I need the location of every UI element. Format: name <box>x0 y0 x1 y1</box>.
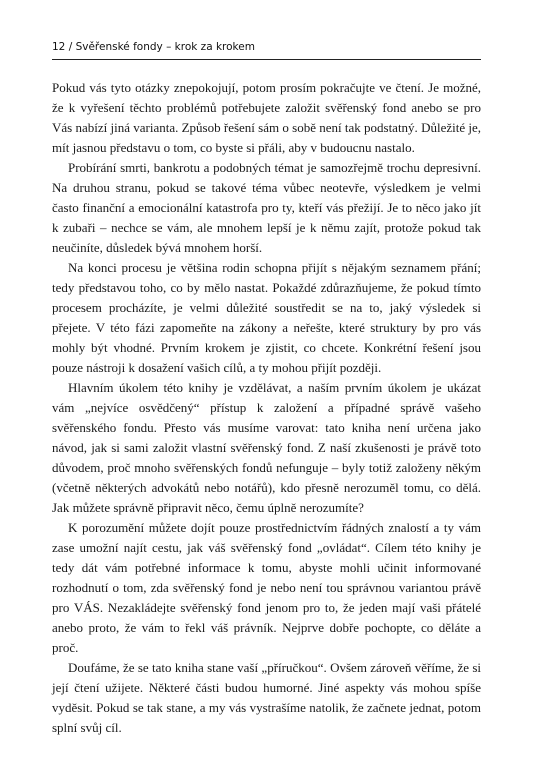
paragraph-3: Na konci procesu je většina rodin schopna přijít s nějakým seznamem přání; tedy představou toho, co by mělo nastat. Pokaždé zdůrazňujeme, že pokud tímto procesem procházíte, je velmi důležité soustředit se na to, jaký výsledek si přejete. V této fázi zapomeňte na zákony a neřešte, které struktury by pro vás mohly být vhodné. Prvním krokem je zjistit, co chcete. Konkrétní řešení jsou pouze nástroji k dosažení vašich cílů, a ty mohou přijít později. <box>52 260 481 375</box>
running-head: 12 / Svěřenské fondy – krok za krokem <box>52 41 255 53</box>
paragraph-5: K porozumění můžete dojít pouze prostřednictvím řádných znalostí a ty vám zase umožní najít cestu, jak váš svěřenský fond „ovládat“. Cílem této knihy je tedy dát vám potřebné informace k tomu, abyste mohli učinit informované rozhodnutí o tom, zda svěřenský fond je nebo není tou správnou variantou právě pro VÁS. Nezakládejte svěřenský fond jenom pro to, že jeden mají vaši přátelé anebo proto, že vám to řekl váš právník. Nejprve dobře pochopte, co děláte a proč. <box>52 520 481 655</box>
body-text <box>52 78 481 738</box>
paragraph-2: Probírání smrti, bankrotu a podobných témat je samozřejmě trochu depresivní. Na druhou stranu, pokud se takové téma vůbec neotevře, výsledkem je velmi často finanční a emocionální katastrofa pro ty, kteří vás přežijí. Je to něco jako jít k zubaři – nechce se vám, ale mnohem lepší je k němu zajít, protože pokud tak neučiníte, důsledek bývá mnohem horší. <box>52 160 481 255</box>
paragraph-6: Doufáme, že se tato kniha stane vaší „příručkou“. Ovšem zároveň věříme, že si její čtení užijete. Některé části budou humorné. Jiné aspekty vás mohou spíše vyděsit. Pokud se tak stane, a my vás vystrašíme natolik, že začnete jednat, potom splní svůj cíl. <box>52 660 481 735</box>
paragraph-4: Hlavním úkolem této knihy je vzdělávat, a naším prvním úkolem je ukázat vám „nejvíce osvědčený“ přístup k založení a případné správě vašeho svěřenského fondu. Přesto vás musíme varovat: tato kniha není určena jako návod, jak si sami založit vlastní svěřenský fond. Z naší zkušenosti je právě toto důvodem, proč mnoho svěřenských fondů nefunguje – byly totiž založeny někým (včetně některých advokátů nebo notářů), kdo přesně nerozuměl tomu, co dělá. Jak můžete správně připravit něco, čemu úplně nerozumíte? <box>52 380 481 515</box>
header-rule <box>52 59 481 60</box>
paragraph-1: Pokud vás tyto otázky znepokojují, potom prosím pokračujte ve čtení. Je možné, že k vyřešení těchto problémů potřebujete založit svěřenský fond anebo se pro Vás nabízí jiná varianta. Způsob řešení sám o sobě není tak podstatný. Důležité je, mít jasnou představu o tom, co byste si přáli, aby v budoucnu nastalo. <box>52 80 481 155</box>
